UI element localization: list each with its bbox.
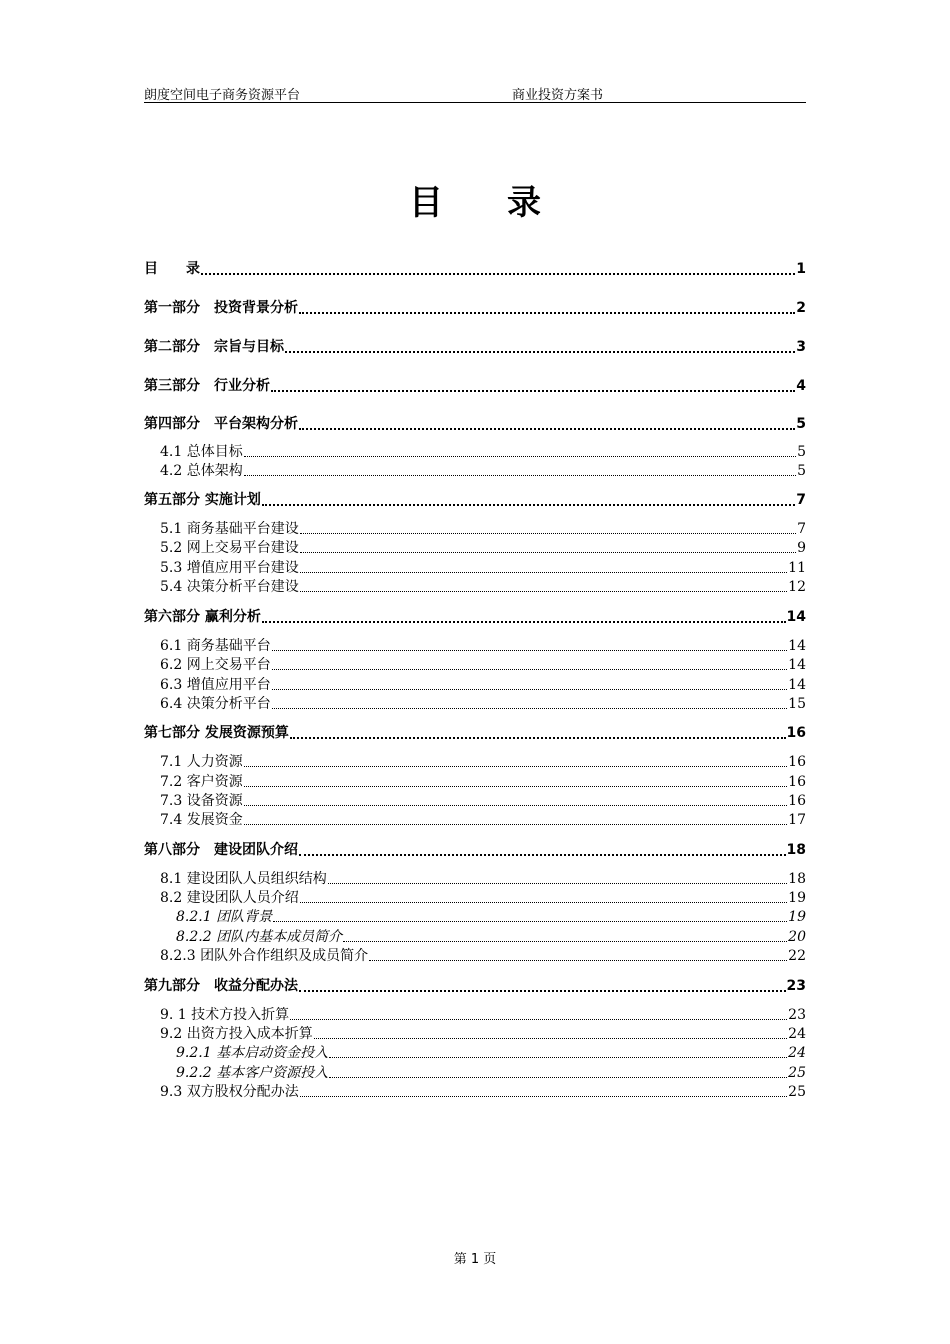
toc-entry-title: 5.1 商务基础平台建设 xyxy=(160,521,299,537)
header-left-text: 朗度空间电子商务资源平台 xyxy=(144,88,301,103)
toc-entry-page-number: 18 xyxy=(788,871,806,887)
toc-entry-level1[interactable] xyxy=(144,975,806,995)
toc-entry-title: 7.2 客户资源 xyxy=(160,774,243,790)
toc-dot-leader xyxy=(273,920,787,922)
toc-dot-leader xyxy=(272,707,787,709)
toc-entry-level1[interactable] xyxy=(144,375,806,395)
toc-entry-level1[interactable] xyxy=(144,297,806,317)
toc-entry-title: 5.3 增值应用平台建设 xyxy=(160,560,299,576)
toc-entry-title: 7.1 人力资源 xyxy=(160,754,243,770)
toc-entry-page-number: 24 xyxy=(788,1045,806,1061)
toc-entry-page-number: 3 xyxy=(796,339,806,355)
toc-entry-title: 第三部分 行业分析 xyxy=(144,378,270,394)
toc-entry-level2[interactable] xyxy=(144,1081,806,1100)
toc-entry-level1[interactable] xyxy=(144,722,806,742)
toc-entry-page-number: 24 xyxy=(788,1026,806,1042)
toc-entry-title: 第七部分 发展资源预算 xyxy=(144,725,289,741)
toc-entry-page-number: 15 xyxy=(788,696,806,712)
toc-entry-page-number: 2 xyxy=(796,300,806,316)
toc-entry-level2[interactable] xyxy=(144,441,806,460)
toc-entry-title: 8.2 建设团队人员介绍 xyxy=(160,890,299,906)
toc-dot-leader xyxy=(271,389,795,392)
toc-entry-title: 6.2 网上交易平台 xyxy=(160,657,271,673)
toc-dot-leader xyxy=(262,620,786,623)
toc-dot-leader xyxy=(290,1018,787,1020)
toc-entry-title: 8.1 建设团队人员组织结构 xyxy=(160,871,327,887)
toc-entry-title: 第二部分 宗旨与目标 xyxy=(144,339,284,355)
toc-entry-title: 第一部分 投资背景分析 xyxy=(144,300,298,316)
toc-entry-level2[interactable] xyxy=(144,887,806,906)
page-header xyxy=(144,84,806,103)
toc-dot-leader xyxy=(300,1095,787,1097)
toc-dot-leader xyxy=(244,804,787,806)
toc-dot-leader xyxy=(299,427,795,430)
toc-entry-level3[interactable] xyxy=(144,1042,806,1061)
toc-entry-title: 第九部分 收益分配办法 xyxy=(144,978,298,994)
toc-entry-level2[interactable] xyxy=(144,460,806,479)
toc-entry-title: 第五部分 实施计划 xyxy=(144,492,261,508)
toc-entry-page-number: 16 xyxy=(786,725,806,741)
toc-dot-leader xyxy=(300,571,787,573)
toc-entry-title: 9.2.2 基本客户资源投入 xyxy=(176,1065,329,1081)
toc-entry-page-number: 5 xyxy=(797,463,806,479)
toc-entry-page-number: 19 xyxy=(788,890,806,906)
toc-entry-title: 9. 1 技术方投入折算 xyxy=(160,1007,290,1023)
toc-entry-level3[interactable] xyxy=(144,926,806,945)
toc-entry-level1[interactable] xyxy=(144,606,806,626)
toc-dot-leader xyxy=(244,785,787,787)
toc-entry-page-number: 16 xyxy=(788,793,806,809)
toc-dot-leader xyxy=(299,989,786,992)
page-footer: 第 1 页 xyxy=(453,1252,497,1267)
toc-dot-leader xyxy=(244,765,787,767)
toc-entry-page-number: 17 xyxy=(788,812,806,828)
toc-entry-page-number: 23 xyxy=(788,1007,806,1023)
toc-entry-title: 6.3 增值应用平台 xyxy=(160,677,271,693)
toc-entry-level2[interactable] xyxy=(144,576,806,595)
toc-entry-page-number: 11 xyxy=(788,560,806,576)
toc-dot-leader xyxy=(201,272,795,275)
toc-entry-page-number: 9 xyxy=(797,540,806,556)
toc-entry-page-number: 16 xyxy=(788,754,806,770)
toc-dot-leader xyxy=(262,503,795,506)
toc-entry-level2[interactable] xyxy=(144,868,806,887)
toc-dot-leader xyxy=(299,853,786,856)
toc-entry-page-number: 5 xyxy=(797,444,806,460)
toc-entry-level2[interactable] xyxy=(144,674,806,693)
toc-entry-title: 6.4 决策分析平台 xyxy=(160,696,271,712)
toc-dot-leader xyxy=(272,649,787,651)
toc-entry-page-number: 16 xyxy=(788,774,806,790)
page-title: 目录 xyxy=(409,183,605,223)
toc-entry-title: 5.4 决策分析平台建设 xyxy=(160,579,299,595)
toc-dot-leader xyxy=(328,882,787,884)
toc-dot-leader xyxy=(343,940,787,942)
toc-dot-leader xyxy=(300,532,796,534)
toc-entry-page-number: 12 xyxy=(788,579,806,595)
toc-entry-page-number: 14 xyxy=(788,657,806,673)
toc-dot-leader xyxy=(244,823,787,825)
toc-entry-page-number: 7 xyxy=(796,492,806,508)
toc-entry-page-number: 14 xyxy=(788,677,806,693)
toc-entry-page-number: 23 xyxy=(786,978,806,994)
toc-entry-title: 4.1 总体目标 xyxy=(160,444,243,460)
toc-entry-level2[interactable] xyxy=(144,809,806,828)
toc-entry-level2[interactable] xyxy=(144,790,806,809)
toc-entry-level2[interactable] xyxy=(144,751,806,770)
toc-entry-page-number: 25 xyxy=(788,1084,806,1100)
toc-entry-title: 第六部分 赢利分析 xyxy=(144,609,261,625)
toc-entry-title: 5.2 网上交易平台建设 xyxy=(160,540,299,556)
toc-entry-title: 8.2.1 团队背景 xyxy=(176,909,273,925)
toc-entry-level1[interactable] xyxy=(144,839,806,859)
toc-dot-leader xyxy=(329,1056,787,1058)
toc-entry-title: 第八部分 建设团队介绍 xyxy=(144,842,298,858)
toc-entry-page-number: 14 xyxy=(788,638,806,654)
toc-dot-leader xyxy=(329,1076,787,1078)
toc-dot-leader xyxy=(285,350,795,353)
toc-entry-title: 第四部分 平台架构分析 xyxy=(144,416,298,432)
toc-dot-leader xyxy=(300,590,787,592)
toc-entry-level2[interactable] xyxy=(144,771,806,790)
toc-entry-page-number: 20 xyxy=(788,929,806,945)
toc-entry-title: 8.2.3 团队外合作组织及成员简介 xyxy=(160,948,369,964)
toc-dot-leader xyxy=(314,1037,787,1039)
toc-entry-level2[interactable] xyxy=(144,693,806,712)
toc-entry-page-number: 4 xyxy=(796,378,806,394)
toc-dot-leader xyxy=(290,736,786,739)
toc-entry-level1[interactable] xyxy=(144,413,806,433)
toc-entry-page-number: 1 xyxy=(796,261,806,277)
toc-dot-leader xyxy=(272,668,787,670)
toc-entry-level3[interactable] xyxy=(144,1062,806,1081)
toc-entry-page-number: 7 xyxy=(797,521,806,537)
header-right-text: 商业投资方案书 xyxy=(512,88,604,103)
toc-entry-page-number: 25 xyxy=(788,1065,806,1081)
toc-entry-level2[interactable] xyxy=(144,654,806,673)
toc-entry-title: 7.4 发展资金 xyxy=(160,812,243,828)
toc-entry-level1[interactable] xyxy=(144,336,806,356)
toc-entry-page-number: 5 xyxy=(796,416,806,432)
toc-entry-level2[interactable] xyxy=(144,635,806,654)
toc-entry-page-number: 18 xyxy=(786,842,806,858)
toc-dot-leader xyxy=(300,551,796,553)
toc-entry-level2[interactable] xyxy=(144,537,806,556)
toc-dot-leader xyxy=(272,688,787,690)
toc-dot-leader xyxy=(300,901,787,903)
toc-entry-level2[interactable] xyxy=(144,557,806,576)
toc-dot-leader xyxy=(244,474,796,476)
toc-entry-title: 9.2 出资方投入成本折算 xyxy=(160,1026,313,1042)
toc-entry-level2[interactable] xyxy=(144,1004,806,1023)
toc-entry-title: 9.2.1 基本启动资金投入 xyxy=(176,1045,329,1061)
toc-entry-title: 4.2 总体架构 xyxy=(160,463,243,479)
toc-entry-title: 目 录 xyxy=(144,261,200,277)
toc-entry-page-number: 19 xyxy=(788,909,806,925)
toc-dot-leader xyxy=(299,311,795,314)
toc-entry-level2[interactable] xyxy=(144,518,806,537)
toc-entry-page-number: 22 xyxy=(788,948,806,964)
toc-entry-level2[interactable] xyxy=(144,1023,806,1042)
toc-entry-page-number: 14 xyxy=(786,609,806,625)
toc-entry-title: 8.2.2 团队内基本成员简介 xyxy=(176,929,343,945)
toc-dot-leader xyxy=(369,959,787,961)
toc-entry-level2[interactable] xyxy=(144,945,806,964)
toc-dot-leader xyxy=(244,455,796,457)
toc-entry-level3[interactable] xyxy=(144,906,806,925)
toc-entry-title: 7.3 设备资源 xyxy=(160,793,243,809)
toc-entry-level1[interactable] xyxy=(144,489,806,509)
toc-entry-title: 9.3 双方股权分配办法 xyxy=(160,1084,299,1100)
toc-entry-title: 6.1 商务基础平台 xyxy=(160,638,271,654)
toc-entry-level1[interactable] xyxy=(144,258,806,278)
